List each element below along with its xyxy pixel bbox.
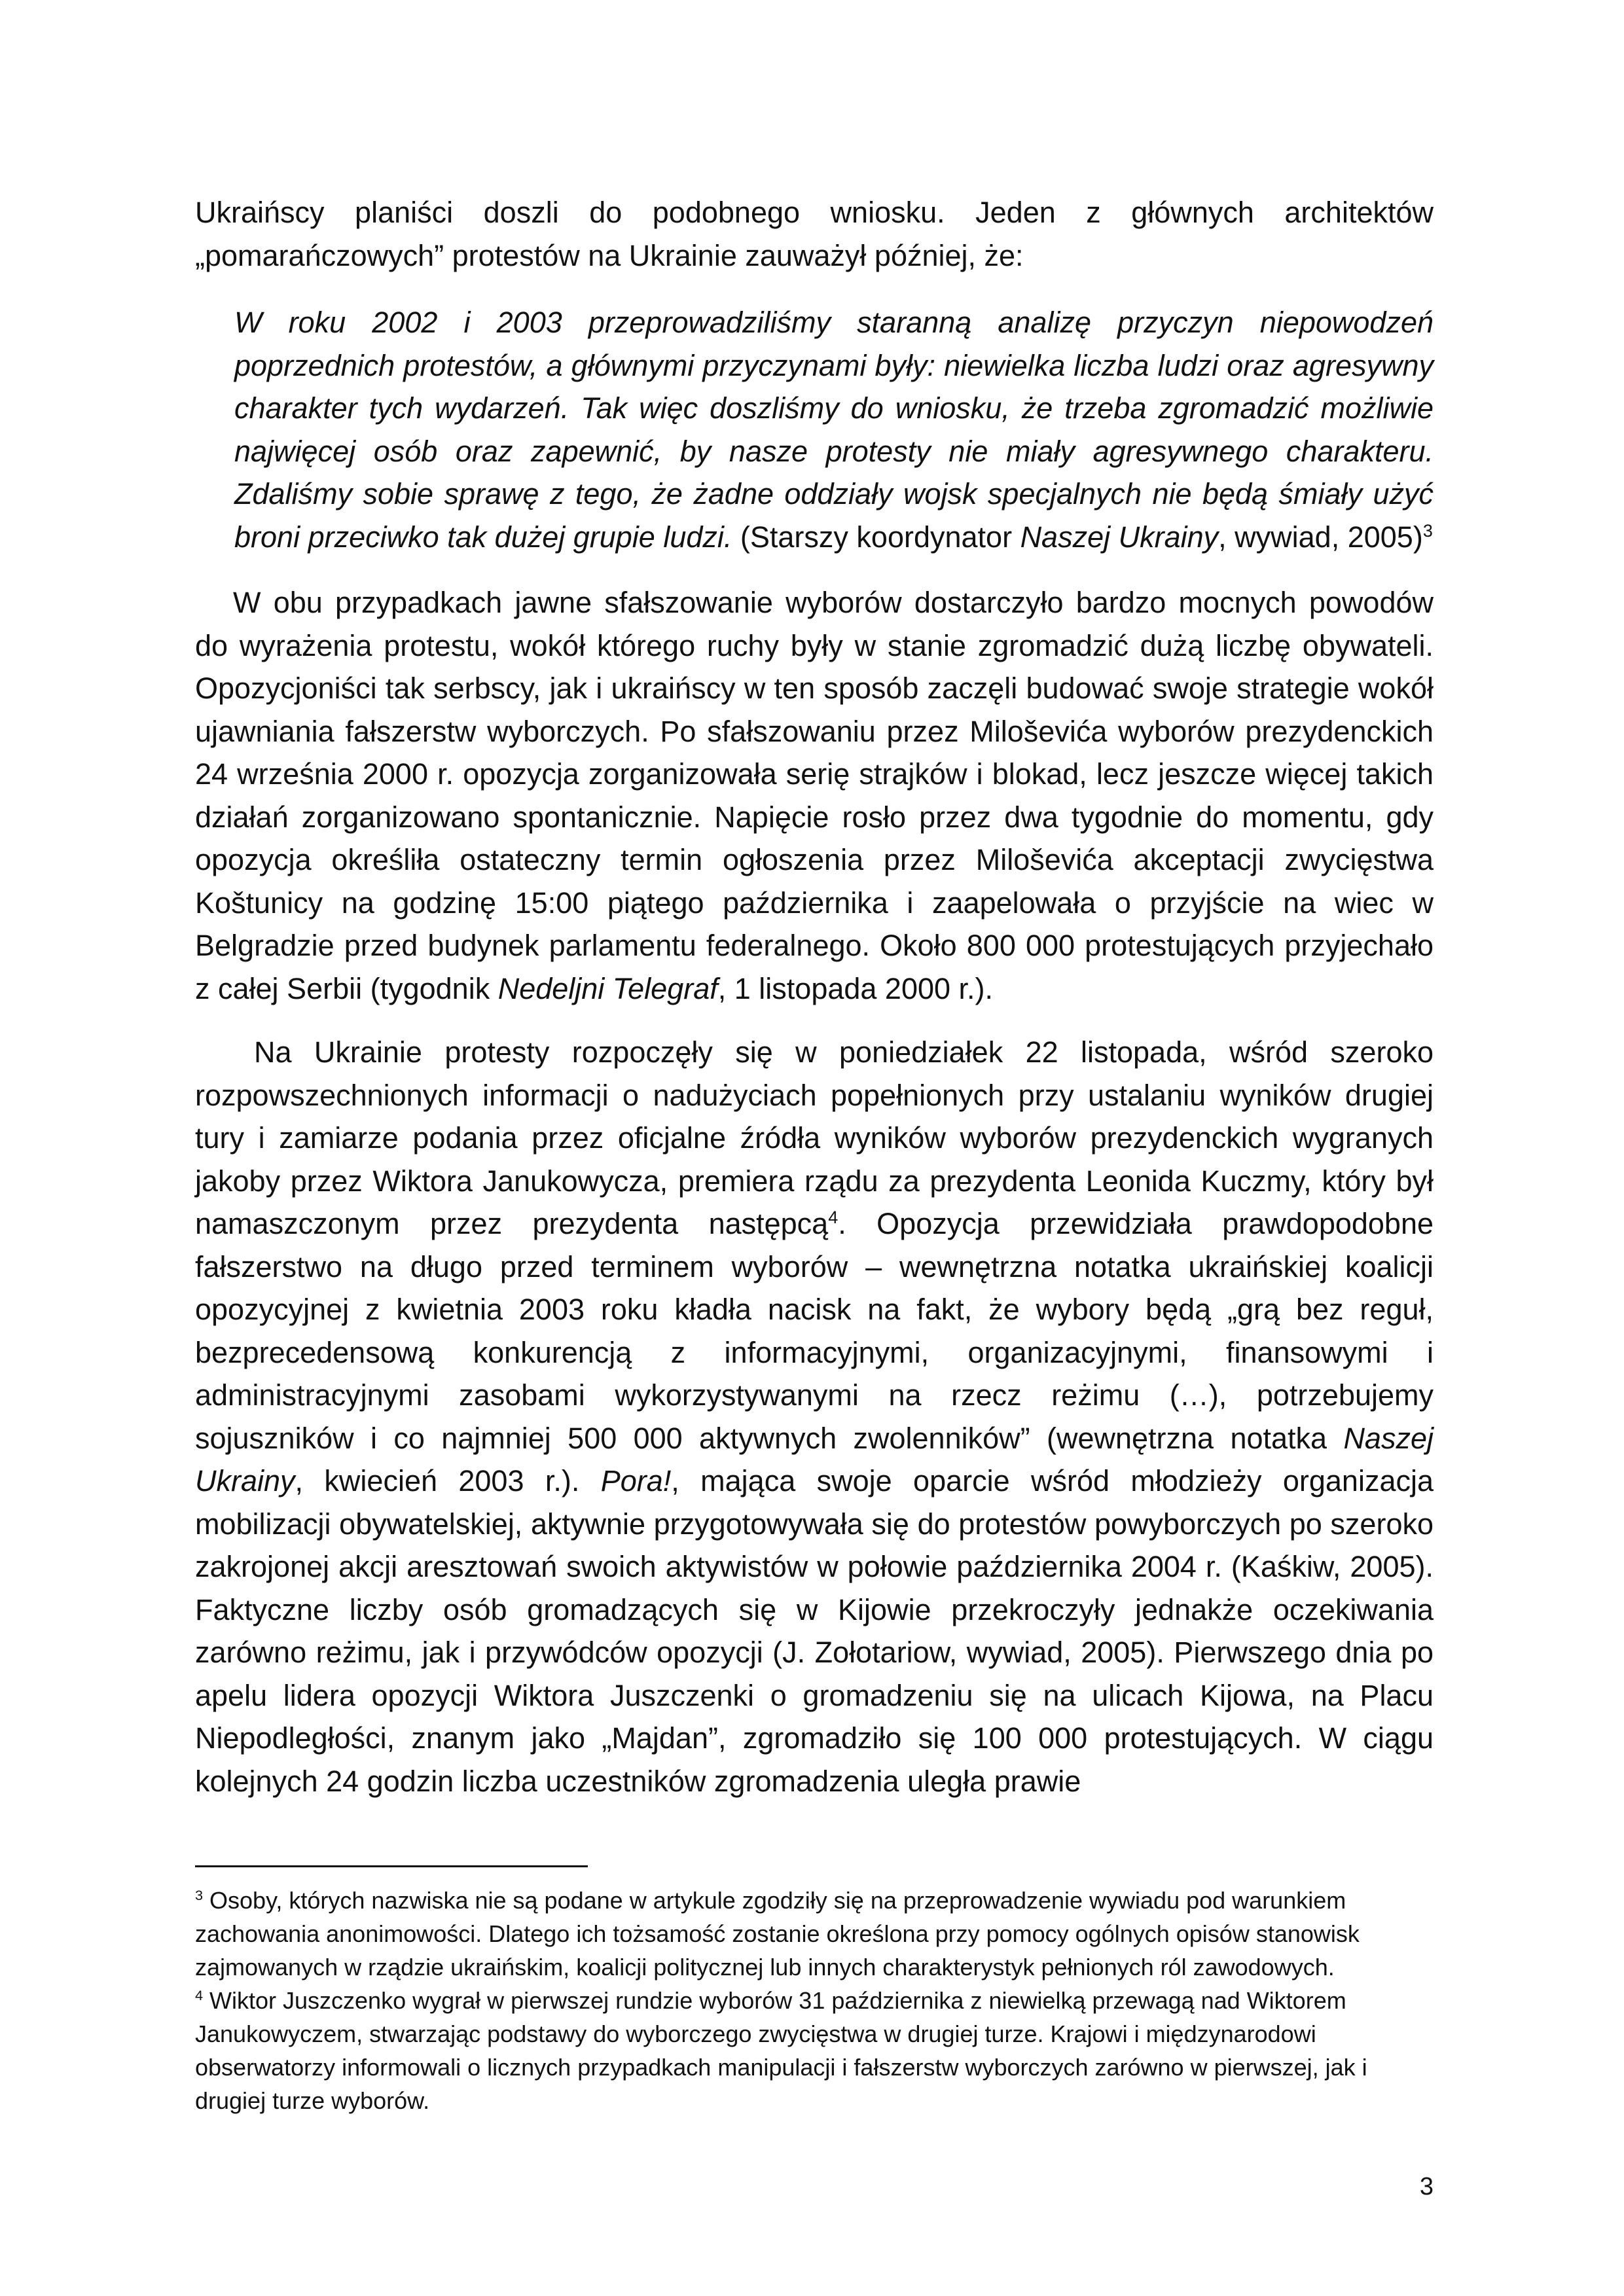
paragraph-3 [195, 1031, 1434, 1803]
footnote-ref-4: 4 [828, 1208, 839, 1227]
paragraph-3-part4: , mająca swoje oparcie wśród młodzieży organizacja mobilizacji obywatelskiej, aktywnie przygotowywała się do protestów powyborczych po szeroko zakrojonej akcji aresztowań swoich aktywistów w połowie października 2004 r. (Kaśkiw, 2005). Faktyczne liczby osób gromadzących się w Kijowie przekroczyły jednakże oczekiwania zarówno reżimu, jak i przywódców opozycji (J. Zołotariow, wywiad, 2005). Pierwszego dnia po apelu lidera opozycji Wiktora Juszczenki o gromadzeniu się na ulicach Kijowa, na Placu Niepodległości, znanym jako „Majdan”, zgromadziło się 100 000 protestujących. W ciągu kolejnych 24 godzin liczba uczestników zgromadzenia uległa prawie [195, 1464, 1434, 1798]
footnote-4 [195, 1984, 1434, 2117]
paragraph-1 [195, 191, 1434, 277]
paragraph-3-part3: , kwiecień 2003 r.). [295, 1464, 601, 1498]
footnote-4-text: Wiktor Juszczenko wygrał w pierwszej rundzie wyborów 31 października z niewielką przewagą nad Wiktorem Janukowyczem, stwarzając podstawy do wyborczego zwycięstwa w drugiej turze. Krajowi i międzynarodowi obserwatorzy informowali o licznych przypadkach manipulacji i fałszerstw wyborczych zarówno w pierwszej, jak i drugiej turze wyborów. [195, 1987, 1367, 2114]
footnote-4-number: 4 [195, 1987, 204, 2003]
footnotes [195, 1884, 1434, 2117]
footnote-3-number: 3 [195, 1887, 204, 1903]
block-quote [234, 301, 1434, 558]
quote-source-italic: Naszej Ukrainy [1020, 520, 1219, 554]
paragraph-1-text: Ukraińscy planiści doszli do podobnego wniosku. Jeden z głównych architektów „pomarańczowych” protestów na Ukrainie zauważył później, że: [195, 196, 1434, 272]
footnote-3-text: Osoby, których nazwiska nie są podane w artykule zgodziły się na przeprowadzenie wywiadu pod warunkiem zachowania anonimowości. Dlatego ich tożsamość zostanie określona przy pomocy ogólnych opisów stanowisk zajmowanych w rządzie ukraińskim, koalicji politycznej lub innych charakterystyk pełnionych ról zawodowych. [195, 1887, 1360, 1981]
paragraph-3-part2: . Opozycja przewidziała prawdopodobne fałszerstwo na długo przed terminem wyborów – wewnętrzna notatka ukraińskiej koalicji opozycyjnej z kwietnia 2003 roku kładła nacisk na fakt, że wybory będą „grą bez reguł, bezprecedensową konkurencją z informacyjnymi, organizacyjnymi, finansowymi i administracyjnymi zasobami wykorzystywanymi na rzecz reżimu (…), potrzebujemy sojuszników i co najmniej 500 000 aktywnych zwolenników” (wewnętrzna notatka [195, 1207, 1434, 1455]
paragraph-3-part1: Na Ukrainie protesty rozpoczęły się w poniedziałek 22 listopada, wśród szeroko rozpowszechnionych informacji o nadużyciach popełnionych przy ustalaniu wyników drugiej tury i zamiarze podania przez oficjalne źródła wyników wyborów prezydenckich wygranych jakoby przez Wiktora Janukowycza, premiera rządu za prezydenta Leonida Kuczmy, który był namaszczonym przez prezydenta następcą [195, 1035, 1434, 1240]
paragraph-2-italic: Nedeljni Telegraf [497, 971, 718, 1005]
paragraph-2-before: W obu przypadkach jawne sfałszowanie wyborów dostarczyło bardzo mocnych powodów do wyrażenia protestu, wokół którego ruchy były w stanie zgromadzić dużą liczbę obywateli. Opozycjoniści tak serbscy, jak i ukraińscy w ten sposób zaczęli budować swoje strategie wokół ujawniania fałszerstw wyborczych. Po sfałszowaniu przez Miloševića wyborów prezydenckich 24 września 2000 r. opozycja zorganizowała serię strajków i blokad, lecz jeszcze więcej takich działań zorganizowano spontanicznie. Napięcie rosło przez dwa tygodnie do momentu, gdy opozycja określiła ostateczny termin ogłoszenia przez Miloševića akceptacji zwycięstwa Koštunicy na godzinę 15:00 piątego października i zaapelowała o przyjście na wiec w Belgradzie przed budynek parlamentu federalnego. Około 800 000 protestujących przyjechało z całej Serbii (tygodnik [195, 586, 1434, 1005]
quote-source-after: , wywiad, 2005) [1218, 520, 1423, 554]
paragraph-2-after: , 1 listopada 2000 r.). [717, 971, 994, 1005]
page-number: 3 [1419, 2173, 1434, 2200]
paragraph-3-italic2: Pora! [600, 1464, 672, 1498]
paragraph-2 [195, 581, 1434, 1010]
footnote-3 [195, 1884, 1434, 1984]
paragraph-3-italic1: Naszej Ukrainy [195, 1421, 1434, 1498]
footnote-ref-3: 3 [1422, 520, 1433, 541]
quote-text: W roku 2002 i 2003 przeprowadziliśmy staranną analizę przyczyn niepowodzeń poprzednich protestów, a głównymi przyczynami były: niewielka liczba ludzi oraz agresywny charakter tych wydarzeń. Tak więc doszliśmy do wniosku, że trzeba zgromadzić możliwie najwięcej osób oraz zapewnić, by nasze protesty nie miały agresywnego charakteru. Zdaliśmy sobie sprawę z tego, że żadne oddziały wojsk specjalnych nie będą śmiały użyć broni przeciwko tak dużej grupie ludzi. [234, 306, 1434, 554]
quote-source-before: (Starszy koordynator [740, 520, 1020, 554]
footnote-separator [195, 1865, 588, 1867]
